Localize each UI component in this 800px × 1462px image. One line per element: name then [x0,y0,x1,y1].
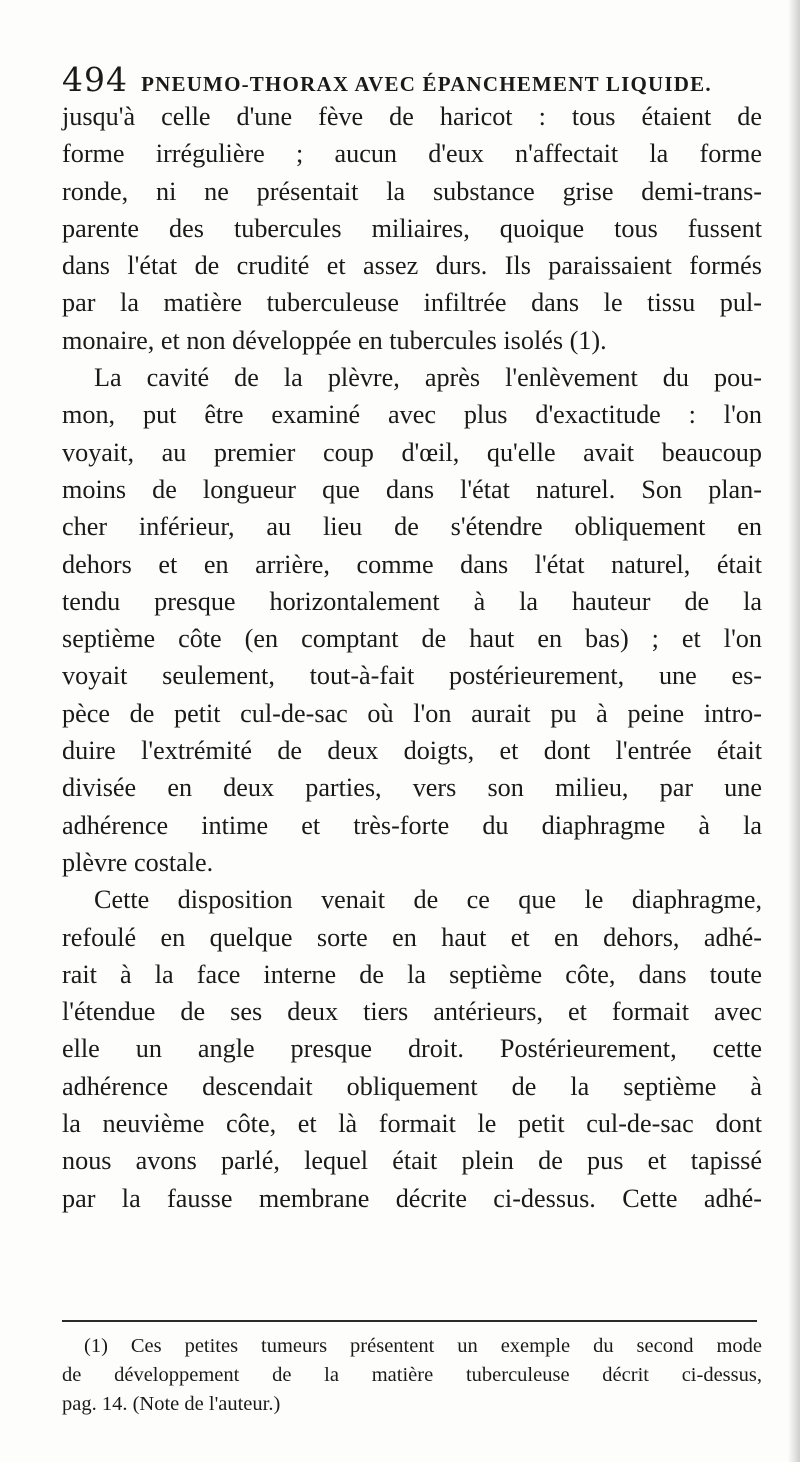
body-line: pèce de petit cul-de-sac où l'on aurait pu à peine intro- [62,698,762,728]
body-line: adhérence descendait obliquement de la septième à [62,1071,762,1101]
running-title: PNEUMO-THORAX AVEC ÉPANCHEMENT LIQUIDE. [141,72,712,96]
body-line: monaire, et non développée en tubercules isolés (1). [62,325,607,355]
body-line: nous avons parlé, lequel était plein de pus et tapissé [62,1146,762,1176]
paragraph-start-line: La cavité de la plèvre, après l'enlèvement du pou- [94,363,762,393]
body-line: cher inférieur, au lieu de s'étendre obliquement en [62,512,762,542]
body-line: dans l'état de crudité et assez durs. Ils paraissaient formés [62,251,762,281]
body-line: par la matière tuberculeuse infiltrée dans le tissu pul- [62,288,762,318]
body-line: plèvre costale. [62,847,214,877]
body-line: parente des tubercules miliaires, quoique tous fussent [62,213,762,243]
body-line: voyait seulement, tout-à-fait postérieurement, une es- [62,661,762,691]
page-edge-shadow [788,0,800,1462]
paragraph-start-line: Cette disposition venait de ce que le diaphragme, [94,885,762,915]
body-line: moins de longueur que dans l'état naturel. Son plan- [62,474,762,504]
body-line: divisée en deux parties, vers son milieu, par une [62,773,762,803]
body-line: la neuvième côte, et là formait le petit cul-de-sac dont [62,1109,762,1139]
body-line: voyait, au premier coup d'œil, qu'elle avait beaucoup [62,437,762,467]
body-line: dehors et en arrière, comme dans l'état naturel, était [62,549,762,579]
body-line: tendu presque horizontalement à la hauteur de la [62,586,762,616]
body-line: jusqu'à celle d'une fève de haricot : tous étaient de [62,102,762,131]
footnote-separator [62,1320,757,1322]
body-line: adhérence intime et très-forte du diaphragme à la [62,810,762,840]
body-text [62,98,762,1217]
footnote [62,1332,762,1419]
page-number: 494 [62,60,128,99]
body-line: l'étendue de ses deux tiers antérieurs, et formait avec [62,997,762,1027]
body-line: mon, put être examiné avec plus d'exactitude : l'on [62,400,762,430]
page-header [62,60,762,100]
body-line: rait à la face interne de la septième côte, dans toute [62,959,762,989]
body-line: par la fausse membrane décrite ci-dessus. Cette adhé- [62,1183,762,1213]
body-line: ronde, ni ne présentait la substance grise demi-trans- [62,176,762,206]
body-line: elle un angle presque droit. Postérieurement, cette [62,1034,762,1064]
body-line: forme irrégulière ; aucun d'eux n'affectait la forme [62,139,762,169]
footnote-line: (1) Ces petites tumeurs présentent un exemple du second mode [84,1335,762,1357]
footnote-line: de développement de la matière tuberculeuse décrit ci-dessus, [62,1364,762,1386]
body-line: duire l'extrémité de deux doigts, et dont l'entrée était [62,736,762,766]
body-line: septième côte (en comptant de haut en bas) ; et l'on [62,624,762,654]
footnote-line: pag. 14. (Note de l'auteur.) [62,1393,281,1415]
body-line: refoulé en quelque sorte en haut et en dehors, adhé- [62,922,762,952]
